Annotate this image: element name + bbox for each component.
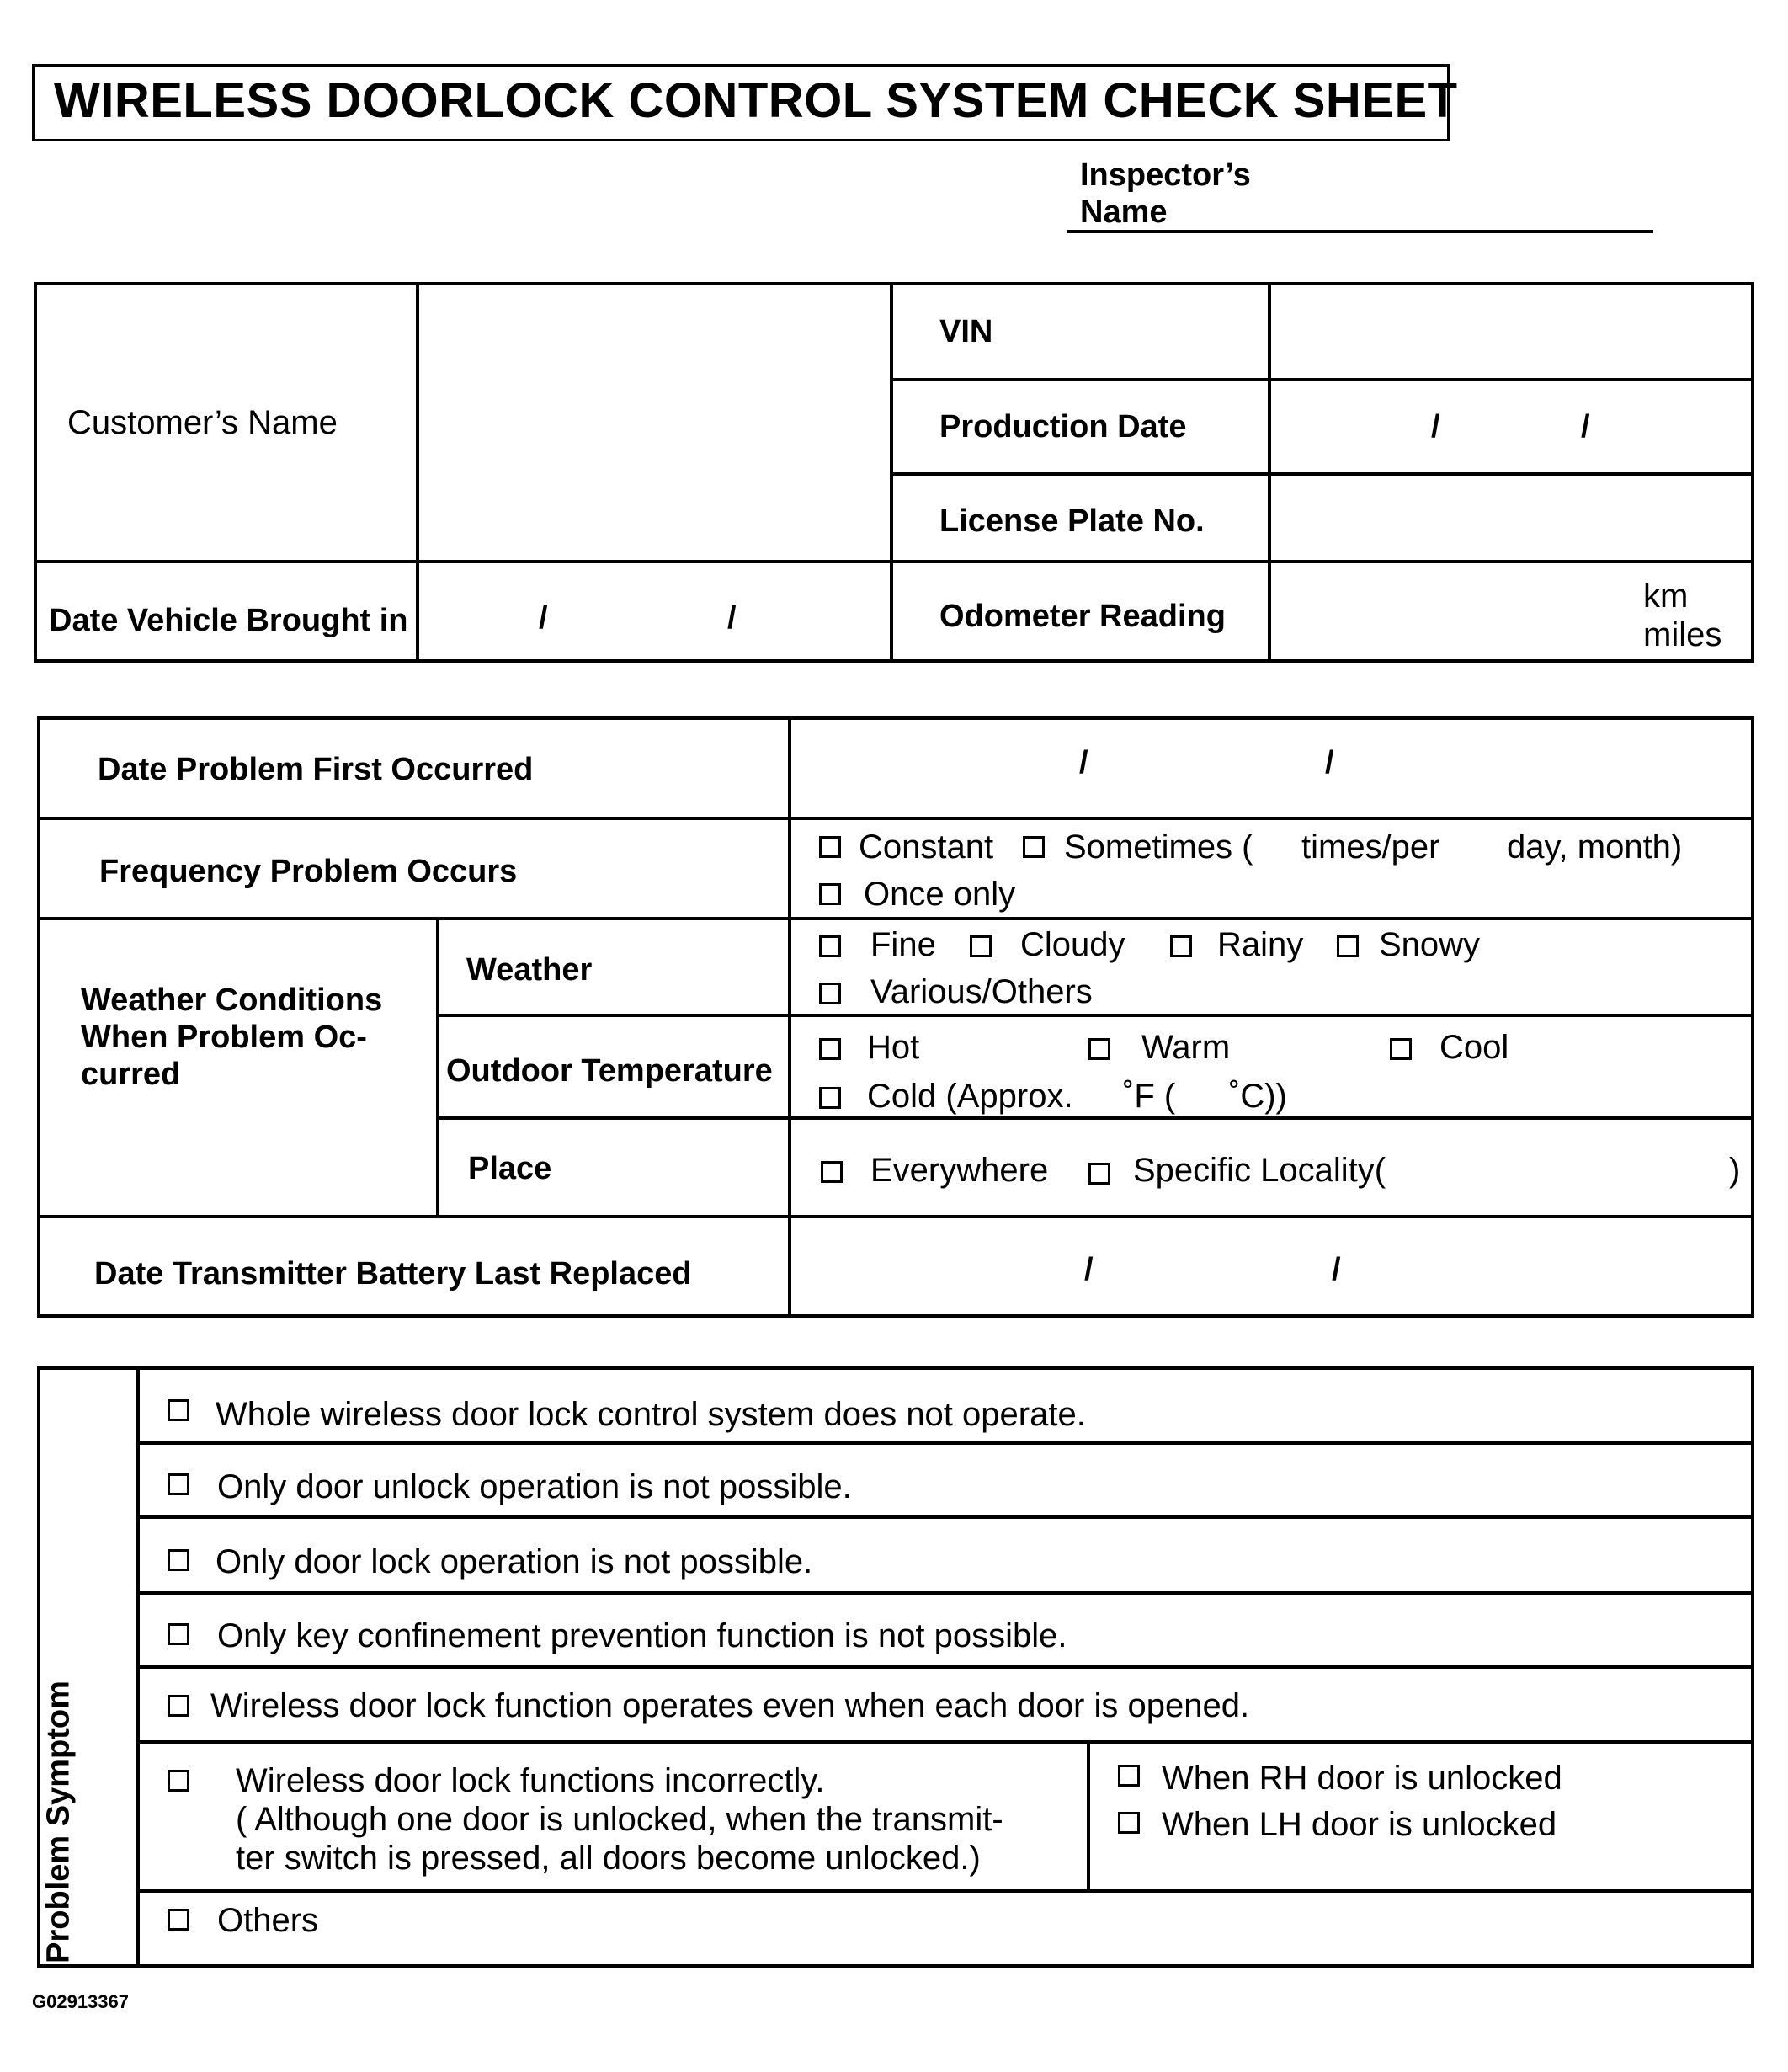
odometer-unit-km: km [1643, 578, 1689, 615]
symptom-incorrect-line2: ( Although one door is unlocked, when the transmit- [236, 1801, 1003, 1838]
symptom-item: Only door unlock operation is not possible. [217, 1468, 852, 1505]
battery-date-slash-2: / [1332, 1252, 1341, 1287]
vin-label: VIN [939, 314, 993, 349]
freq-day-month-label: day, month) [1507, 828, 1683, 866]
production-date-label: Production Date [939, 409, 1187, 445]
checkbox-symptom-unlock[interactable] [168, 1473, 189, 1495]
date-first-occurred-label: Date Problem First Occurred [98, 752, 534, 787]
symptom-incorrect-line1: Wireless door lock functions incorrectly. [236, 1762, 825, 1799]
outdoor-temperature-label: Outdoor Temperature [446, 1053, 773, 1089]
checkbox-various-others[interactable] [819, 983, 841, 1004]
temp-warm-label: Warm [1141, 1029, 1231, 1066]
symptom-item: Only door lock operation is not possible. [216, 1543, 813, 1580]
place-close-paren: ) [1729, 1152, 1741, 1189]
checkbox-rainy[interactable] [1170, 935, 1192, 957]
checkbox-constant[interactable] [819, 836, 841, 858]
weather-rainy-label: Rainy [1217, 926, 1304, 963]
date-brought-in-slash-2: / [727, 600, 737, 636]
production-date-slash-2: / [1581, 409, 1590, 445]
checkbox-cloudy[interactable] [970, 935, 992, 957]
checkbox-cool[interactable] [1390, 1038, 1412, 1060]
inspector-label-line1: Inspector’s [1080, 157, 1251, 193]
date-first-occurred-slash-2: / [1325, 745, 1334, 780]
freq-constant-label: Constant [859, 828, 994, 866]
date-brought-in-slash-1: / [539, 600, 548, 636]
checkbox-cold[interactable] [819, 1087, 841, 1109]
license-plate-field[interactable] [1273, 477, 1749, 558]
temp-f-label: ˚F ( [1123, 1078, 1176, 1115]
checkbox-warm[interactable] [1088, 1038, 1110, 1060]
weather-conditions-line1: Weather Conditions [81, 983, 383, 1018]
odometer-label: Odometer Reading [939, 599, 1226, 634]
weather-cloudy-label: Cloudy [1020, 926, 1125, 963]
place-specific-label: Specific Locality( [1133, 1152, 1386, 1189]
checkbox-symptom-key-confinement[interactable] [168, 1623, 189, 1645]
inspector-label-line2: Name [1080, 194, 1168, 230]
problem-symptom-text: Problem Symptom [40, 1681, 77, 1963]
checkbox-sometimes[interactable] [1023, 836, 1045, 858]
checkbox-snowy[interactable] [1337, 935, 1359, 957]
place-label: Place [468, 1151, 552, 1186]
battery-date-slash-1: / [1084, 1252, 1094, 1287]
place-everywhere-label: Everywhere [870, 1152, 1049, 1189]
checkbox-specific-locality[interactable] [1088, 1163, 1110, 1185]
weather-conditions-line3: curred [81, 1057, 181, 1092]
temp-hot-label: Hot [867, 1029, 920, 1066]
checkbox-once-only[interactable] [819, 883, 841, 905]
checkbox-hot[interactable] [819, 1038, 841, 1060]
checkbox-fine[interactable] [819, 935, 841, 957]
symptom-item: Only key confinement prevention function is not possible. [217, 1617, 1067, 1654]
checkbox-symptom-lock[interactable] [168, 1549, 189, 1571]
symptom-item: Wireless door lock function operates even when each door is opened. [210, 1687, 1250, 1724]
weather-various-label: Various/Others [870, 973, 1093, 1010]
weather-label: Weather [466, 952, 593, 988]
checkbox-everywhere[interactable] [821, 1161, 843, 1183]
rh-door-label: When RH door is unlocked [1162, 1760, 1562, 1797]
checkbox-symptom-incorrect[interactable] [168, 1770, 189, 1792]
production-date-slash-1: / [1431, 409, 1440, 445]
symptom-others-label: Others [217, 1902, 319, 1939]
lh-door-label: When LH door is unlocked [1162, 1806, 1557, 1843]
temp-cold-label: Cold (Approx. [867, 1078, 1073, 1115]
temp-c-label: ˚C)) [1229, 1078, 1287, 1115]
weather-fine-label: Fine [870, 926, 936, 963]
weather-snowy-label: Snowy [1379, 926, 1481, 963]
customer-name-label: Customer’s Name [67, 404, 338, 441]
vin-field[interactable] [1273, 287, 1749, 376]
page-title: WIRELESS DOORLOCK CONTROL SYSTEM CHECK SHEET [54, 73, 1458, 128]
symptom-incorrect-line3: ter switch is pressed, all doors become unlocked.) [236, 1840, 981, 1877]
weather-conditions-line2: When Problem Oc- [81, 1020, 367, 1055]
symptom-item: Whole wireless door lock control system does not operate. [216, 1396, 1086, 1433]
date-brought-in-label: Date Vehicle Brought in [49, 603, 408, 638]
freq-sometimes-label: Sometimes ( [1064, 828, 1253, 866]
odometer-unit-miles: miles [1643, 616, 1722, 653]
frequency-label: Frequency Problem Occurs [99, 854, 518, 889]
license-plate-label: License Plate No. [939, 503, 1205, 539]
temp-cool-label: Cool [1439, 1029, 1509, 1066]
checkbox-symptom-door-opened[interactable] [168, 1695, 189, 1717]
weather-conditions-label [81, 982, 382, 1093]
checkbox-symptom-whole-system[interactable] [168, 1399, 189, 1421]
checkbox-symptom-others[interactable] [168, 1909, 189, 1931]
battery-replaced-label: Date Transmitter Battery Last Replaced [94, 1256, 692, 1292]
checkbox-lh-door[interactable] [1118, 1812, 1140, 1834]
freq-times-per-label: times/per [1301, 828, 1440, 866]
date-first-occurred-slash-1: / [1079, 745, 1088, 780]
symptom-incorrect-text [236, 1761, 1003, 1878]
customer-name-field[interactable] [421, 287, 888, 558]
freq-once-label: Once only [864, 876, 1016, 913]
figure-code: G02913367 [32, 1991, 129, 2012]
checkbox-rh-door[interactable] [1118, 1765, 1140, 1787]
